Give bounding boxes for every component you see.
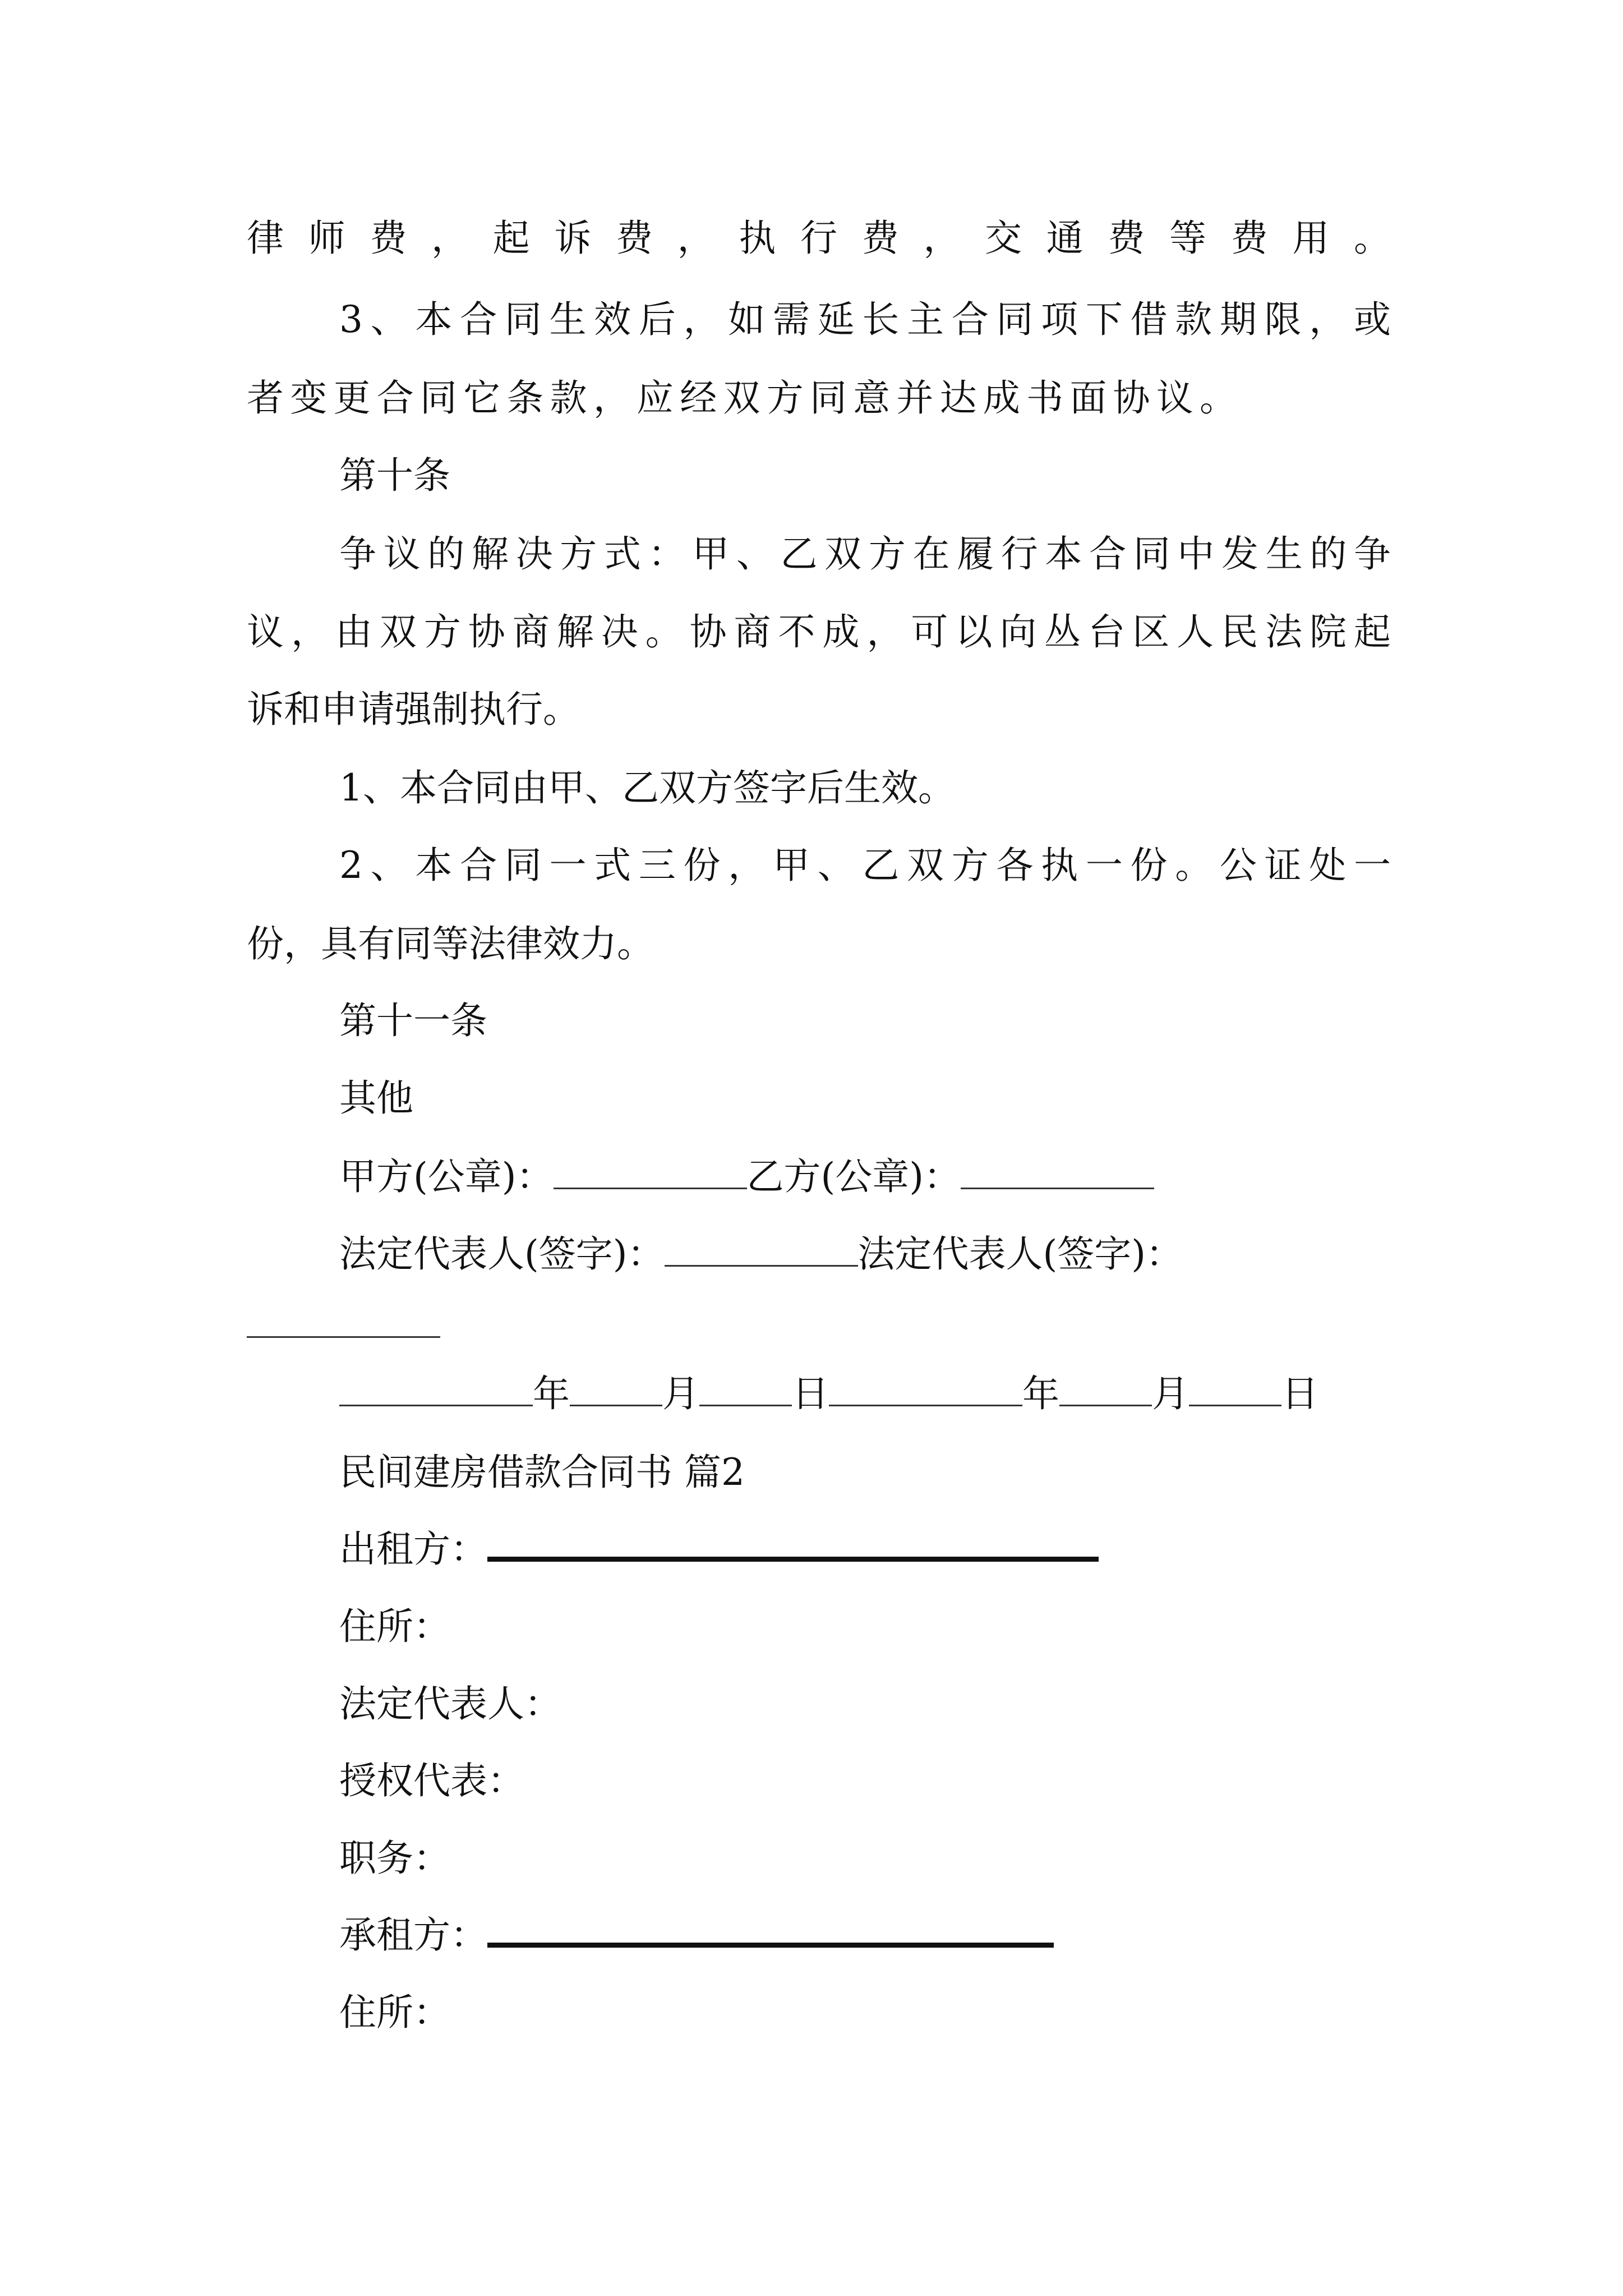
field-label: 法定代表人：	[339, 1682, 561, 1726]
text-line: 律师费，起诉费，执行费，交通费等费用。	[247, 217, 1391, 260]
month-label: 月	[1152, 1372, 1189, 1415]
rep-b-blank[interactable]	[247, 1336, 440, 1338]
text-line: 争议的解决方式：甲、乙双方在履行本合同中发生的争	[339, 532, 1391, 576]
text-line: 者变更合同它条款，应经双方同意并达成书面协议。	[247, 376, 1237, 420]
lessor-blank[interactable]	[487, 1527, 1099, 1562]
lessee-label: 承租方：	[339, 1913, 487, 1957]
day-label: 日	[1281, 1372, 1318, 1415]
month-a-blank[interactable]	[570, 1373, 662, 1406]
text-line: 份，具有同等法律效力。	[247, 922, 654, 965]
month-b-blank[interactable]	[1059, 1373, 1152, 1406]
year-label: 年	[1022, 1372, 1059, 1415]
rep-a-blank[interactable]	[665, 1234, 858, 1267]
lessee-line	[339, 1913, 1054, 1958]
text-line: 议，由双方协商解决。协商不成，可以向丛台区人民法院起	[247, 610, 1391, 654]
text-line: 2、本合同一式三份，甲、乙双方各执一份。公证处一	[339, 844, 1391, 887]
section-title: 民间建房借款合同书 篇2	[339, 1451, 745, 1494]
party-seal-line	[339, 1154, 1154, 1199]
day-b-blank[interactable]	[1189, 1373, 1281, 1406]
text-line: 3、本合同生效后，如需延长主合同项下借款期限，或	[339, 298, 1391, 341]
field-label: 职务：	[339, 1837, 450, 1880]
day-label: 日	[792, 1372, 829, 1415]
text-line: 诉和申请强制执行。	[247, 688, 580, 731]
lessor-label: 出租方：	[339, 1527, 487, 1571]
party-a-label: 甲方(公章)：	[339, 1155, 554, 1198]
party-b-label: 乙方(公章)：	[746, 1155, 961, 1198]
party-b-blank[interactable]	[961, 1156, 1154, 1189]
year-b-blank[interactable]	[829, 1373, 1022, 1406]
year-a-blank[interactable]	[339, 1373, 533, 1406]
lessee-blank[interactable]	[487, 1913, 1054, 1948]
article-heading: 第十条	[339, 454, 450, 497]
article-heading: 第十一条	[339, 999, 487, 1042]
rep-b-label: 法定代表人(签字)：	[857, 1232, 1183, 1276]
day-a-blank[interactable]	[699, 1373, 792, 1406]
lessor-line	[339, 1527, 1099, 1572]
month-label: 月	[662, 1372, 699, 1415]
date-line	[339, 1372, 1318, 1416]
text-line: 1、本合同由甲、乙双方签字后生效。	[339, 766, 955, 809]
party-a-blank[interactable]	[554, 1156, 747, 1189]
rep-a-label: 法定代表人(签字)：	[339, 1232, 665, 1276]
legal-rep-sign-line	[339, 1232, 1183, 1277]
field-label: 授权代表：	[339, 1759, 524, 1802]
field-label: 住所：	[339, 1991, 450, 2034]
text-line: 其他	[339, 1076, 413, 1120]
year-label: 年	[533, 1372, 570, 1415]
field-label: 住所：	[339, 1605, 450, 1648]
